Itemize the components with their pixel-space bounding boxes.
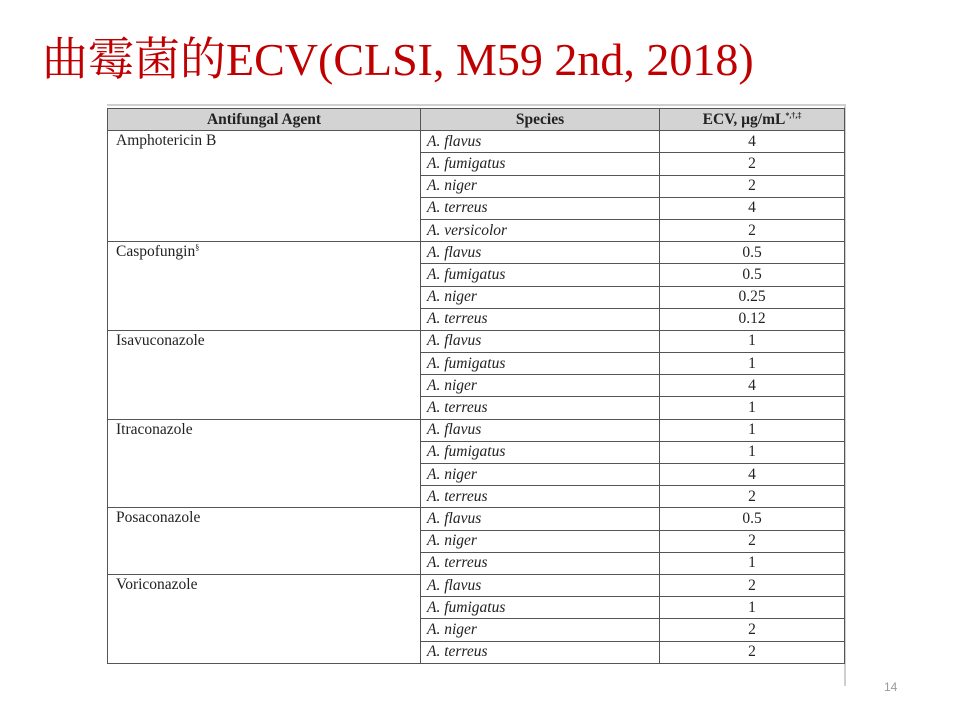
agent-name: Itraconazole	[116, 420, 193, 438]
ecv-cell: 1	[660, 441, 845, 463]
species-cell: A. terreus	[421, 197, 660, 219]
agent-name: Voriconazole	[116, 575, 198, 593]
ecv-cell: 1	[660, 597, 845, 619]
header-species: Species	[421, 109, 660, 131]
species-cell: A. terreus	[421, 308, 660, 330]
table-row	[108, 574, 845, 596]
species-cell: A. flavus	[421, 330, 660, 352]
species-cell: A. niger	[421, 464, 660, 486]
ecv-cell: 4	[660, 464, 845, 486]
agent-cell	[108, 574, 421, 663]
ecv-cell: 2	[660, 153, 845, 175]
species-cell: A. flavus	[421, 131, 660, 153]
species-cell: A. terreus	[421, 552, 660, 574]
header-ecv	[660, 109, 845, 131]
species-cell: A. niger	[421, 286, 660, 308]
ecv-cell: 2	[660, 530, 845, 552]
ecv-cell: 1	[660, 397, 845, 419]
ecv-cell: 4	[660, 131, 845, 153]
species-cell: A. fumigatus	[421, 353, 660, 375]
ecv-table-image	[107, 104, 846, 686]
agent-name: Caspofungin	[116, 243, 196, 261]
ecv-cell: 0.5	[660, 264, 845, 286]
species-cell: A. fumigatus	[421, 264, 660, 286]
ecv-cell: 2	[660, 175, 845, 197]
ecv-cell: 4	[660, 375, 845, 397]
species-cell: A. fumigatus	[421, 153, 660, 175]
species-cell: A. terreus	[421, 486, 660, 508]
species-cell: A. flavus	[421, 574, 660, 596]
species-cell: A. fumigatus	[421, 597, 660, 619]
species-cell: A. flavus	[421, 508, 660, 530]
header-antifungal-agent: Antifungal Agent	[108, 109, 421, 131]
species-cell: A. niger	[421, 175, 660, 197]
ecv-cell: 0.25	[660, 286, 845, 308]
agent-name: Posaconazole	[116, 509, 201, 527]
species-cell: A. terreus	[421, 641, 660, 663]
table-row	[108, 419, 845, 441]
table-row	[108, 330, 845, 352]
ecv-cell: 1	[660, 552, 845, 574]
table-body	[108, 131, 845, 664]
ecv-cell: 2	[660, 619, 845, 641]
ecv-table	[107, 108, 845, 664]
ecv-cell: 2	[660, 219, 845, 241]
agent-cell	[108, 419, 421, 508]
ecv-cell: 2	[660, 641, 845, 663]
agent-name: Amphotericin B	[116, 132, 217, 150]
species-cell: A. niger	[421, 375, 660, 397]
table-row	[108, 131, 845, 153]
table-row	[108, 242, 845, 264]
agent-footnote-mark: §	[195, 242, 200, 252]
slide-title: 曲霉菌的ECV(CLSI, M59 2nd, 2018)	[42, 34, 754, 85]
ecv-cell: 0.5	[660, 508, 845, 530]
agent-cell	[108, 242, 421, 331]
species-cell: A. niger	[421, 530, 660, 552]
species-cell: A. flavus	[421, 419, 660, 441]
ecv-cell: 1	[660, 419, 845, 441]
species-cell: A. niger	[421, 619, 660, 641]
ecv-cell: 1	[660, 330, 845, 352]
header-ecv-label: ECV, µg/mL	[702, 110, 786, 128]
agent-cell	[108, 131, 421, 242]
species-cell: A. versicolor	[421, 219, 660, 241]
agent-name: Isavuconazole	[116, 331, 205, 349]
agent-cell	[108, 508, 421, 575]
table-row	[108, 508, 845, 530]
ecv-cell: 1	[660, 353, 845, 375]
ecv-cell: 4	[660, 197, 845, 219]
ecv-cell: 2	[660, 574, 845, 596]
page-number: 14	[884, 680, 898, 694]
table-header-row	[108, 109, 845, 131]
species-cell: A. flavus	[421, 242, 660, 264]
header-ecv-footnote-marks: *,†,‡	[785, 110, 802, 120]
ecv-cell: 0.12	[660, 308, 845, 330]
ecv-cell: 0.5	[660, 242, 845, 264]
species-cell: A. fumigatus	[421, 441, 660, 463]
agent-cell	[108, 330, 421, 419]
species-cell: A. terreus	[421, 397, 660, 419]
ecv-cell: 2	[660, 486, 845, 508]
